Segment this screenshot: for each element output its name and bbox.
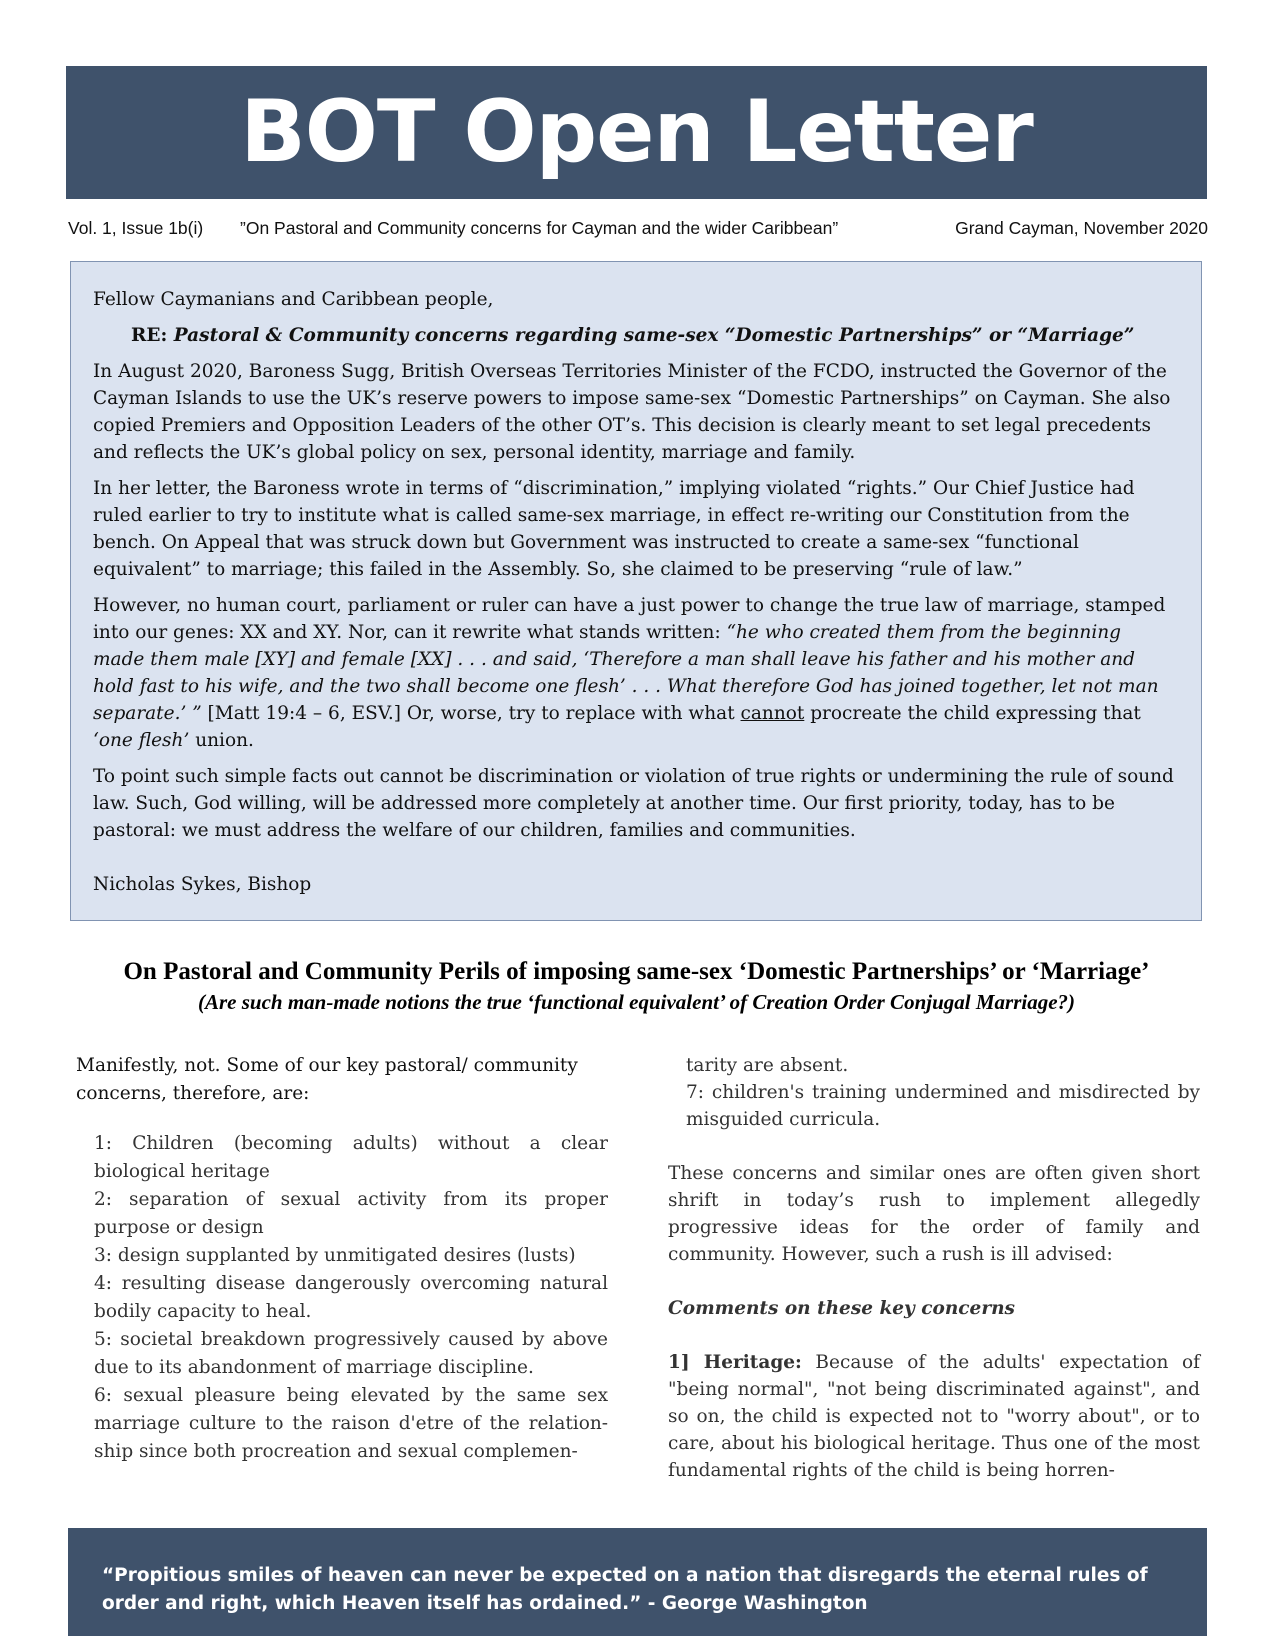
concern-item-6: 6: sexual pleasure being elevated by the same sex marriage culture to the raison d'etre of the relation-ship since both procreation and sexual complemen- xyxy=(94,1385,608,1462)
letter-re-line xyxy=(93,322,1177,349)
section-subtitle: (Are such man-made notions the true ‘functional equivalent’ of Creation Order Conjugal Marriage?) xyxy=(197,990,1076,1014)
letter-paragraph-1: In August 2020, Baroness Sugg, British Overseas Territories Minister of the FCDO, instructed the Governor of the Cayman Islands to use the UK’s reserve powers to impose same-sex “Domestic Partnerships” on Cayman. She also copied Premiers and Opposition Leaders of the other OT’s. This decision is clearly meant to set legal precedents and reflects the UK’s global policy on sex, personal identity, marriage and family. xyxy=(93,361,1171,463)
concerns-list xyxy=(76,1130,608,1466)
left-intro: Manifestly, not. Some of our key pastoral/ community concerns, therefore, are: xyxy=(76,1055,578,1104)
left-column xyxy=(76,1052,608,1466)
comments-heading: Comments on these key concerns xyxy=(668,1298,1015,1319)
heritage-paragraph xyxy=(668,1349,1200,1484)
scripture-quote: “he who created them from the beginning made them male [XY] and female [XX] . . . and said, ‘Therefore a man shall leave his father and his mother and hold fast to his wife, and the two shall become one flesh’ . . . What therefore God has joined together, let not man separate.’ ” xyxy=(93,622,1159,724)
issue-subtitle: ”On Pastoral and Community concerns for Cayman and the wider Caribbean” xyxy=(240,218,839,238)
concern-item-2: 2: separation of sexual activity from its proper purpose or design xyxy=(94,1189,608,1238)
issue-volume: Vol. 1, Issue 1b(i) xyxy=(68,218,204,238)
concern-item-5: 5: societal breakdown progressively caused by above due to its abandonment of marriage discipline. xyxy=(94,1329,608,1378)
p3-text-c: procreate the child expressing that xyxy=(804,703,1141,724)
concern-item-1: 1: Children (becoming adults) without a clear biological heritage xyxy=(94,1133,608,1182)
letter-salutation: Fellow Caymanians and Caribbean people, xyxy=(93,289,494,310)
p3-text-b: [Matt 19:4 – 6, ESV.] Or, worse, try to replace with what xyxy=(201,703,741,724)
issue-place-date: Grand Cayman, November 2020 xyxy=(955,218,1208,238)
p3-text-a: However, no human court, parliament or ruler can have a just power to change the true law of marriage, stamped into our genes: XX and XY. Nor, can it rewrite what stands written: xyxy=(93,595,1166,643)
letter-paragraph-4: To point such simple facts out cannot be discrimination or violation of true rights or undermining the rule of sound law. Such, God willing, will be addressed more completely at another time. Our first priority, today, has to be pastoral: we must address the welfare of our children, families and communities. xyxy=(93,766,1174,841)
letter-re-label: RE: xyxy=(131,325,168,346)
concern-item-6-continued: tarity are absent. xyxy=(686,1055,849,1076)
footer-quote: “Propitious smiles of heaven can never be expected on a nation that disregards the eternal rules of order and right, which Heaven itself has ordained.” - George Washington xyxy=(68,1528,1207,1636)
one-flesh-italic: ‘one flesh’ xyxy=(93,730,190,751)
concerns-continued xyxy=(668,1052,1200,1133)
letter-signature: Nicholas Sykes, Bishop xyxy=(93,874,312,895)
heritage-label: 1] Heritage: xyxy=(668,1352,802,1373)
concern-item-4: 4: resulting disease dangerously overcoming natural bodily capacity to heal. xyxy=(94,1273,608,1322)
right-paragraph: These concerns and similar ones are often given short shrift in today’s rush to implement allegedly progressive ideas for the order of family and community. However, such a rush is ill advised: xyxy=(668,1163,1200,1265)
masthead-title: BOT Open Letter xyxy=(66,66,1207,199)
concern-item-7: 7: children's training undermined and misdirected by misguided curricula. xyxy=(686,1082,1200,1130)
cannot-underlined: cannot xyxy=(740,703,805,724)
heritage-text: Because of the adults' expectation of "being normal", "not being discriminated against", and so on, the child is expected not to "worry about", or to care, about his biological heritage. Thus one of the most fundamental rights of the child is being horren- xyxy=(668,1352,1200,1481)
concern-item-3: 3: design supplanted by unmitigated desires (lusts) xyxy=(94,1245,576,1266)
letter-re-subject: Pastoral & Community concerns regarding same-sex “Domestic Partnerships” or “Marriage” xyxy=(173,325,1135,346)
p3-text-d: union. xyxy=(189,730,254,751)
open-letter-box xyxy=(70,261,1202,921)
letter-paragraph-2: In her letter, the Baroness wrote in terms of “discrimination,” implying violated “rights.” Our Chief Justice had ruled earlier to try to institute what is called same-sex marriage, in effect re-writing our Constitution from the bench. On Appeal that was struck down but Government was instructed to create a same-sex “functional equivalent” to marriage; this failed in the Assembly. So, she claimed to be preserving “rule of law.” xyxy=(93,478,1135,580)
section-title: On Pastoral and Community Perils of imposing same-sex ‘Domestic Partnerships’ or ‘Marriage’ xyxy=(123,958,1150,985)
right-column xyxy=(668,1052,1200,1511)
letter-paragraph-3 xyxy=(93,592,1177,754)
